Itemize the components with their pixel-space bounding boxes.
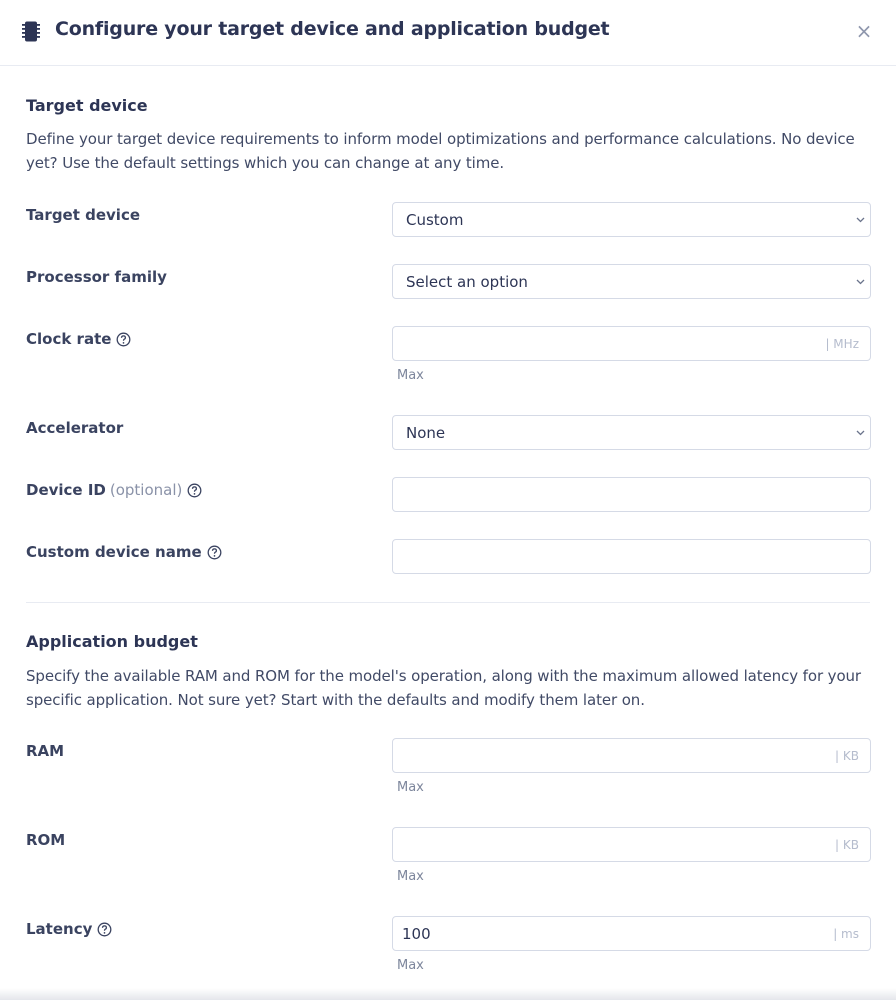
ram-unit: | KB (835, 749, 859, 763)
chevron-down-icon (855, 276, 866, 287)
clock-rate-field[interactable] (393, 327, 870, 360)
section-divider (26, 602, 870, 603)
ram-hint: Max (397, 780, 424, 795)
device-id-field[interactable] (393, 478, 870, 511)
custom-device-name-input[interactable] (392, 539, 871, 574)
rom-unit: | KB (835, 838, 859, 852)
latency-label: Latency (26, 920, 112, 938)
clock-rate-unit: | MHz (825, 337, 859, 351)
chevron-down-icon (855, 214, 866, 225)
close-button[interactable]: × (855, 19, 873, 43)
help-icon[interactable] (116, 332, 131, 347)
target-device-value: Custom (406, 211, 464, 229)
modal-title: Configure your target device and application budget (55, 18, 610, 40)
device-id-input[interactable] (392, 477, 871, 512)
processor-family-value: Select an option (406, 273, 528, 291)
rom-hint: Max (397, 869, 424, 884)
rom-input[interactable] (392, 827, 871, 862)
latency-field[interactable] (393, 917, 870, 950)
latency-unit: | ms (833, 927, 859, 941)
ram-label: RAM (26, 742, 65, 760)
device-id-label: Device ID (optional) (26, 481, 202, 499)
optional-tag: (optional) (109, 481, 183, 499)
accelerator-select[interactable] (392, 415, 871, 450)
accelerator-value: None (406, 424, 446, 442)
chevron-down-icon (855, 427, 866, 438)
target-device-label: Target device (26, 206, 141, 224)
ram-input[interactable] (392, 738, 871, 773)
rom-field[interactable] (393, 828, 870, 861)
rom-label: ROM (26, 831, 66, 849)
target-device-heading: Target device (26, 96, 148, 115)
custom-device-name-field[interactable] (393, 540, 870, 573)
clock-rate-hint: Max (397, 368, 424, 383)
clock-rate-input[interactable] (392, 326, 871, 361)
modal-header (0, 0, 896, 66)
processor-family-select[interactable] (392, 264, 871, 299)
scroll-fade (0, 988, 896, 1000)
target-device-select[interactable] (392, 202, 871, 237)
custom-device-name-label: Custom device name (26, 543, 222, 561)
ram-field[interactable] (393, 739, 870, 772)
application-budget-heading: Application budget (26, 632, 198, 651)
processor-family-label: Processor family (26, 268, 167, 286)
accelerator-label: Accelerator (26, 419, 124, 437)
help-icon[interactable] (207, 545, 222, 560)
clock-rate-label: Clock rate (26, 330, 131, 348)
help-icon[interactable] (187, 483, 202, 498)
chip-icon (22, 21, 40, 42)
application-budget-description: Specify the available RAM and ROM for the model's operation, along with the maximum allowed latency for your specific application. Not sure yet? Start with the defaults and modify them later on. (26, 667, 862, 709)
latency-input[interactable] (392, 916, 871, 951)
latency-hint: Max (397, 958, 424, 973)
target-device-description: Define your target device requirements to inform model optimizations and performance calculations. No device yet? Use the default settings which you can change at any time. (26, 130, 855, 172)
help-icon[interactable] (97, 922, 112, 937)
